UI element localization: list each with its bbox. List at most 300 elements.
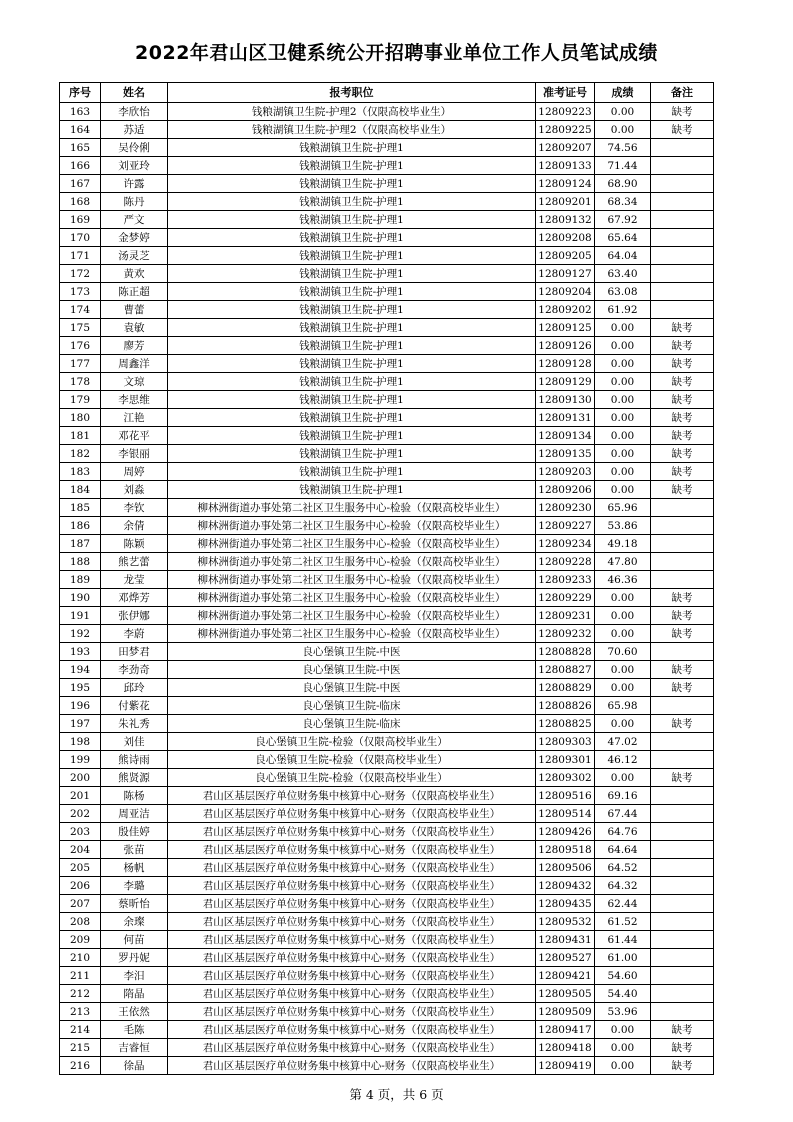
cell-ticket: 12808828 (536, 643, 595, 661)
cell-name: 文琼 (101, 373, 168, 391)
cell-seq: 176 (60, 337, 101, 355)
table-row (60, 787, 714, 805)
cell-remark (651, 805, 714, 823)
cell-remark (651, 643, 714, 661)
cell-name: 黄欢 (101, 265, 168, 283)
cell-name: 陈正超 (101, 283, 168, 301)
cell-ticket: 12809516 (536, 787, 595, 805)
cell-score: 64.76 (595, 823, 651, 841)
cell-remark: 缺考 (651, 589, 714, 607)
cell-score: 0.00 (595, 715, 651, 733)
cell-position: 良心堡镇卫生院-中医 (168, 679, 536, 697)
cell-seq: 214 (60, 1021, 101, 1039)
table-row (60, 103, 714, 121)
cell-ticket: 12809435 (536, 895, 595, 913)
cell-remark: 缺考 (651, 679, 714, 697)
cell-name: 毛陈 (101, 1021, 168, 1039)
cell-seq: 191 (60, 607, 101, 625)
cell-name: 李欣怡 (101, 103, 168, 121)
cell-ticket: 12809228 (536, 553, 595, 571)
cell-seq: 185 (60, 499, 101, 517)
cell-name: 王依然 (101, 1003, 168, 1021)
cell-score: 47.02 (595, 733, 651, 751)
cell-remark (651, 157, 714, 175)
cell-seq: 201 (60, 787, 101, 805)
cell-seq: 215 (60, 1039, 101, 1057)
cell-name: 江艳 (101, 409, 168, 427)
cell-remark (651, 265, 714, 283)
table-row (60, 859, 714, 877)
cell-seq: 164 (60, 121, 101, 139)
cell-ticket: 12809532 (536, 913, 595, 931)
cell-seq: 186 (60, 517, 101, 535)
cell-seq: 181 (60, 427, 101, 445)
cell-name: 邓花平 (101, 427, 168, 445)
table-row (60, 571, 714, 589)
cell-ticket: 12809124 (536, 175, 595, 193)
cell-name: 许露 (101, 175, 168, 193)
cell-ticket: 12809225 (536, 121, 595, 139)
cell-name: 朱礼秀 (101, 715, 168, 733)
cell-ticket: 12809133 (536, 157, 595, 175)
cell-position: 钱粮湖镇卫生院-护理1 (168, 409, 536, 427)
cell-remark (651, 175, 714, 193)
cell-remark (651, 787, 714, 805)
cell-name: 汤灵芝 (101, 247, 168, 265)
cell-remark (651, 553, 714, 571)
cell-remark (651, 985, 714, 1003)
cell-ticket: 12809207 (536, 139, 595, 157)
cell-seq: 170 (60, 229, 101, 247)
cell-seq: 173 (60, 283, 101, 301)
cell-ticket: 12809303 (536, 733, 595, 751)
cell-remark (651, 877, 714, 895)
table-row (60, 211, 714, 229)
cell-score: 0.00 (595, 445, 651, 463)
cell-position: 君山区基层医疗单位财务集中核算中心-财务（仅限高校毕业生） (168, 805, 536, 823)
cell-ticket: 12809128 (536, 355, 595, 373)
table-row (60, 751, 714, 769)
cell-position: 钱粮湖镇卫生院-护理1 (168, 301, 536, 319)
cell-name: 严文 (101, 211, 168, 229)
cell-seq: 212 (60, 985, 101, 1003)
table-row (60, 913, 714, 931)
header-ticket: 准考证号 (536, 83, 595, 103)
cell-position: 柳林洲街道办事处第二社区卫生服务中心-检验（仅限高校毕业生） (168, 517, 536, 535)
cell-name: 吴伶俐 (101, 139, 168, 157)
cell-seq: 187 (60, 535, 101, 553)
cell-seq: 208 (60, 913, 101, 931)
cell-name: 蔡昕怡 (101, 895, 168, 913)
cell-position: 良心堡镇卫生院-检验（仅限高校毕业生） (168, 769, 536, 787)
cell-remark (651, 967, 714, 985)
table-row (60, 877, 714, 895)
table-row (60, 589, 714, 607)
header-remark: 备注 (651, 83, 714, 103)
cell-score: 0.00 (595, 607, 651, 625)
cell-seq: 174 (60, 301, 101, 319)
table-row (60, 175, 714, 193)
cell-seq: 216 (60, 1057, 101, 1075)
cell-seq: 194 (60, 661, 101, 679)
cell-name: 廖芳 (101, 337, 168, 355)
cell-name: 李钦 (101, 499, 168, 517)
cell-position: 君山区基层医疗单位财务集中核算中心-财务（仅限高校毕业生） (168, 859, 536, 877)
table-row (60, 985, 714, 1003)
cell-remark: 缺考 (651, 445, 714, 463)
table-row (60, 481, 714, 499)
cell-score: 0.00 (595, 337, 651, 355)
cell-name: 李银丽 (101, 445, 168, 463)
cell-name: 何苗 (101, 931, 168, 949)
cell-seq: 198 (60, 733, 101, 751)
cell-position: 钱粮湖镇卫生院-护理1 (168, 229, 536, 247)
cell-score: 0.00 (595, 355, 651, 373)
cell-remark (651, 535, 714, 553)
cell-ticket: 12808825 (536, 715, 595, 733)
cell-remark (651, 949, 714, 967)
cell-score: 0.00 (595, 679, 651, 697)
cell-position: 良心堡镇卫生院-中医 (168, 643, 536, 661)
header-position: 报考职位 (168, 83, 536, 103)
table-row (60, 823, 714, 841)
cell-score: 67.92 (595, 211, 651, 229)
cell-position: 君山区基层医疗单位财务集中核算中心-财务（仅限高校毕业生） (168, 931, 536, 949)
cell-remark: 缺考 (651, 1039, 714, 1057)
cell-seq: 163 (60, 103, 101, 121)
cell-position: 君山区基层医疗单位财务集中核算中心-财务（仅限高校毕业生） (168, 967, 536, 985)
cell-remark: 缺考 (651, 607, 714, 625)
cell-remark: 缺考 (651, 373, 714, 391)
cell-score: 47.80 (595, 553, 651, 571)
cell-name: 龙莹 (101, 571, 168, 589)
header-score: 成绩 (595, 83, 651, 103)
cell-ticket: 12809232 (536, 625, 595, 643)
table-row (60, 409, 714, 427)
cell-ticket: 12809129 (536, 373, 595, 391)
cell-score: 0.00 (595, 1039, 651, 1057)
table-row (60, 1057, 714, 1075)
cell-seq: 210 (60, 949, 101, 967)
cell-position: 钱粮湖镇卫生院-护理1 (168, 157, 536, 175)
cell-position: 柳林洲街道办事处第二社区卫生服务中心-检验（仅限高校毕业生） (168, 535, 536, 553)
cell-seq: 205 (60, 859, 101, 877)
cell-ticket: 12808826 (536, 697, 595, 715)
table-row (60, 157, 714, 175)
cell-ticket: 12809509 (536, 1003, 595, 1021)
cell-name: 李思维 (101, 391, 168, 409)
cell-name: 徐晶 (101, 1057, 168, 1075)
table-body (60, 103, 714, 1075)
cell-score: 0.00 (595, 121, 651, 139)
cell-score: 54.60 (595, 967, 651, 985)
cell-score: 61.92 (595, 301, 651, 319)
cell-position: 君山区基层医疗单位财务集中核算中心-财务（仅限高校毕业生） (168, 895, 536, 913)
cell-ticket: 12809227 (536, 517, 595, 535)
cell-name: 余璨 (101, 913, 168, 931)
cell-remark: 缺考 (651, 463, 714, 481)
cell-remark (651, 229, 714, 247)
cell-name: 殷佳婷 (101, 823, 168, 841)
cell-score: 0.00 (595, 373, 651, 391)
cell-seq: 182 (60, 445, 101, 463)
cell-position: 君山区基层医疗单位财务集中核算中心-财务（仅限高校毕业生） (168, 1057, 536, 1075)
cell-position: 良心堡镇卫生院-检验（仅限高校毕业生） (168, 751, 536, 769)
cell-ticket: 12809223 (536, 103, 595, 121)
cell-position: 钱粮湖镇卫生院-护理1 (168, 427, 536, 445)
table-row (60, 427, 714, 445)
cell-ticket: 12809417 (536, 1021, 595, 1039)
cell-score: 64.52 (595, 859, 651, 877)
cell-position: 钱粮湖镇卫生院-护理1 (168, 373, 536, 391)
cell-score: 63.08 (595, 283, 651, 301)
table-row (60, 445, 714, 463)
cell-remark: 缺考 (651, 481, 714, 499)
cell-seq: 183 (60, 463, 101, 481)
cell-remark (651, 931, 714, 949)
table-row (60, 715, 714, 733)
cell-name: 隋晶 (101, 985, 168, 1003)
cell-position: 君山区基层医疗单位财务集中核算中心-财务（仅限高校毕业生） (168, 841, 536, 859)
cell-seq: 167 (60, 175, 101, 193)
cell-position: 钱粮湖镇卫生院-护理1 (168, 247, 536, 265)
cell-ticket: 12809233 (536, 571, 595, 589)
cell-ticket: 12809202 (536, 301, 595, 319)
cell-score: 0.00 (595, 103, 651, 121)
table-row (60, 895, 714, 913)
table-row (60, 283, 714, 301)
cell-seq: 169 (60, 211, 101, 229)
cell-position: 柳林洲街道办事处第二社区卫生服务中心-检验（仅限高校毕业生） (168, 571, 536, 589)
cell-position: 钱粮湖镇卫生院-护理2（仅限高校毕业生） (168, 103, 536, 121)
cell-seq: 175 (60, 319, 101, 337)
table-row (60, 805, 714, 823)
table-row (60, 229, 714, 247)
cell-position: 钱粮湖镇卫生院-护理1 (168, 391, 536, 409)
cell-name: 周亚洁 (101, 805, 168, 823)
cell-seq: 203 (60, 823, 101, 841)
cell-position: 柳林洲街道办事处第二社区卫生服务中心-检验（仅限高校毕业生） (168, 499, 536, 517)
cell-position: 钱粮湖镇卫生院-护理1 (168, 337, 536, 355)
table-row (60, 319, 714, 337)
cell-ticket: 12809203 (536, 463, 595, 481)
cell-seq: 184 (60, 481, 101, 499)
cell-name: 李蔚 (101, 625, 168, 643)
cell-remark: 缺考 (651, 427, 714, 445)
table-row (60, 769, 714, 787)
cell-name: 刘亚玲 (101, 157, 168, 175)
cell-position: 钱粮湖镇卫生院-护理1 (168, 355, 536, 373)
cell-ticket: 12809204 (536, 283, 595, 301)
cell-seq: 197 (60, 715, 101, 733)
cell-ticket: 12809130 (536, 391, 595, 409)
cell-score: 61.00 (595, 949, 651, 967)
cell-remark (651, 697, 714, 715)
cell-name: 金梦婷 (101, 229, 168, 247)
cell-remark (651, 859, 714, 877)
cell-name: 张苗 (101, 841, 168, 859)
table-row (60, 1003, 714, 1021)
cell-name: 李璐 (101, 877, 168, 895)
cell-ticket: 12808829 (536, 679, 595, 697)
table-row (60, 247, 714, 265)
cell-seq: 209 (60, 931, 101, 949)
table-row (60, 949, 714, 967)
cell-remark (651, 211, 714, 229)
cell-seq: 179 (60, 391, 101, 409)
cell-name: 田梦君 (101, 643, 168, 661)
cell-position: 君山区基层医疗单位财务集中核算中心-财务（仅限高校毕业生） (168, 787, 536, 805)
cell-score: 67.44 (595, 805, 651, 823)
cell-score: 0.00 (595, 661, 651, 679)
cell-score: 0.00 (595, 463, 651, 481)
table-row (60, 553, 714, 571)
cell-score: 65.96 (595, 499, 651, 517)
cell-position: 钱粮湖镇卫生院-护理1 (168, 265, 536, 283)
table-row (60, 1021, 714, 1039)
cell-remark (651, 841, 714, 859)
cell-name: 吉睿恒 (101, 1039, 168, 1057)
cell-seq: 206 (60, 877, 101, 895)
cell-seq: 166 (60, 157, 101, 175)
scores-table (59, 82, 714, 1075)
cell-name: 苏适 (101, 121, 168, 139)
cell-position: 柳林洲街道办事处第二社区卫生服务中心-检验（仅限高校毕业生） (168, 589, 536, 607)
cell-ticket: 12809125 (536, 319, 595, 337)
cell-score: 53.86 (595, 517, 651, 535)
header-seq: 序号 (60, 83, 101, 103)
cell-ticket: 12809505 (536, 985, 595, 1003)
cell-name: 陈颖 (101, 535, 168, 553)
cell-score: 0.00 (595, 409, 651, 427)
cell-position: 柳林洲街道办事处第二社区卫生服务中心-检验（仅限高校毕业生） (168, 553, 536, 571)
cell-ticket: 12809127 (536, 265, 595, 283)
cell-seq: 207 (60, 895, 101, 913)
cell-ticket: 12809229 (536, 589, 595, 607)
cell-seq: 199 (60, 751, 101, 769)
cell-seq: 171 (60, 247, 101, 265)
cell-seq: 172 (60, 265, 101, 283)
table-row (60, 355, 714, 373)
cell-ticket: 12809132 (536, 211, 595, 229)
cell-score: 0.00 (595, 1057, 651, 1075)
cell-ticket: 12809426 (536, 823, 595, 841)
cell-score: 64.04 (595, 247, 651, 265)
cell-score: 65.64 (595, 229, 651, 247)
cell-score: 0.00 (595, 589, 651, 607)
cell-score: 53.96 (595, 1003, 651, 1021)
cell-seq: 211 (60, 967, 101, 985)
cell-ticket: 12809208 (536, 229, 595, 247)
cell-ticket: 12809206 (536, 481, 595, 499)
cell-ticket: 12809231 (536, 607, 595, 625)
table-row (60, 463, 714, 481)
cell-score: 64.64 (595, 841, 651, 859)
cell-ticket: 12809131 (536, 409, 595, 427)
cell-ticket: 12809205 (536, 247, 595, 265)
cell-score: 0.00 (595, 391, 651, 409)
cell-score: 46.12 (595, 751, 651, 769)
table-row (60, 391, 714, 409)
cell-seq: 192 (60, 625, 101, 643)
cell-ticket: 12809527 (536, 949, 595, 967)
cell-remark: 缺考 (651, 715, 714, 733)
cell-position: 君山区基层医疗单位财务集中核算中心-财务（仅限高校毕业生） (168, 823, 536, 841)
table-row (60, 679, 714, 697)
cell-name: 袁敏 (101, 319, 168, 337)
cell-score: 68.34 (595, 193, 651, 211)
cell-name: 邱玲 (101, 679, 168, 697)
cell-name: 杨帆 (101, 859, 168, 877)
cell-ticket: 12809234 (536, 535, 595, 553)
cell-remark (651, 823, 714, 841)
cell-position: 良心堡镇卫生院-检验（仅限高校毕业生） (168, 733, 536, 751)
cell-position: 钱粮湖镇卫生院-护理1 (168, 175, 536, 193)
cell-score: 46.36 (595, 571, 651, 589)
cell-remark (651, 1003, 714, 1021)
table-row (60, 121, 714, 139)
table-row (60, 967, 714, 985)
cell-remark: 缺考 (651, 409, 714, 427)
table-row (60, 301, 714, 319)
cell-remark (651, 517, 714, 535)
cell-position: 君山区基层医疗单位财务集中核算中心-财务（仅限高校毕业生） (168, 1039, 536, 1057)
cell-score: 61.52 (595, 913, 651, 931)
cell-score: 65.98 (595, 697, 651, 715)
cell-remark (651, 751, 714, 769)
cell-score: 0.00 (595, 481, 651, 499)
cell-remark: 缺考 (651, 319, 714, 337)
table-row (60, 499, 714, 517)
cell-remark (651, 913, 714, 931)
cell-ticket: 12809135 (536, 445, 595, 463)
cell-remark (651, 733, 714, 751)
cell-position: 君山区基层医疗单位财务集中核算中心-财务（仅限高校毕业生） (168, 1021, 536, 1039)
cell-score: 0.00 (595, 319, 651, 337)
cell-remark: 缺考 (651, 1057, 714, 1075)
table-row (60, 661, 714, 679)
cell-seq: 195 (60, 679, 101, 697)
cell-seq: 200 (60, 769, 101, 787)
cell-position: 钱粮湖镇卫生院-护理1 (168, 445, 536, 463)
cell-score: 54.40 (595, 985, 651, 1003)
cell-score: 69.16 (595, 787, 651, 805)
cell-seq: 196 (60, 697, 101, 715)
cell-position: 君山区基层医疗单位财务集中核算中心-财务（仅限高校毕业生） (168, 913, 536, 931)
cell-name: 张伊娜 (101, 607, 168, 625)
cell-ticket: 12809506 (536, 859, 595, 877)
cell-position: 君山区基层医疗单位财务集中核算中心-财务（仅限高校毕业生） (168, 985, 536, 1003)
cell-position: 良心堡镇卫生院-临床 (168, 715, 536, 733)
cell-score: 74.56 (595, 139, 651, 157)
cell-position: 钱粮湖镇卫生院-护理1 (168, 139, 536, 157)
cell-score: 0.00 (595, 1021, 651, 1039)
table-row (60, 517, 714, 535)
cell-name: 付紫花 (101, 697, 168, 715)
cell-remark (651, 247, 714, 265)
cell-position: 钱粮湖镇卫生院-护理1 (168, 193, 536, 211)
cell-remark: 缺考 (651, 337, 714, 355)
cell-name: 熊贤源 (101, 769, 168, 787)
cell-remark (651, 301, 714, 319)
cell-seq: 177 (60, 355, 101, 373)
cell-remark: 缺考 (651, 1021, 714, 1039)
cell-name: 李劲奇 (101, 661, 168, 679)
cell-name: 周婷 (101, 463, 168, 481)
cell-ticket: 12809230 (536, 499, 595, 517)
cell-score: 63.40 (595, 265, 651, 283)
cell-seq: 189 (60, 571, 101, 589)
